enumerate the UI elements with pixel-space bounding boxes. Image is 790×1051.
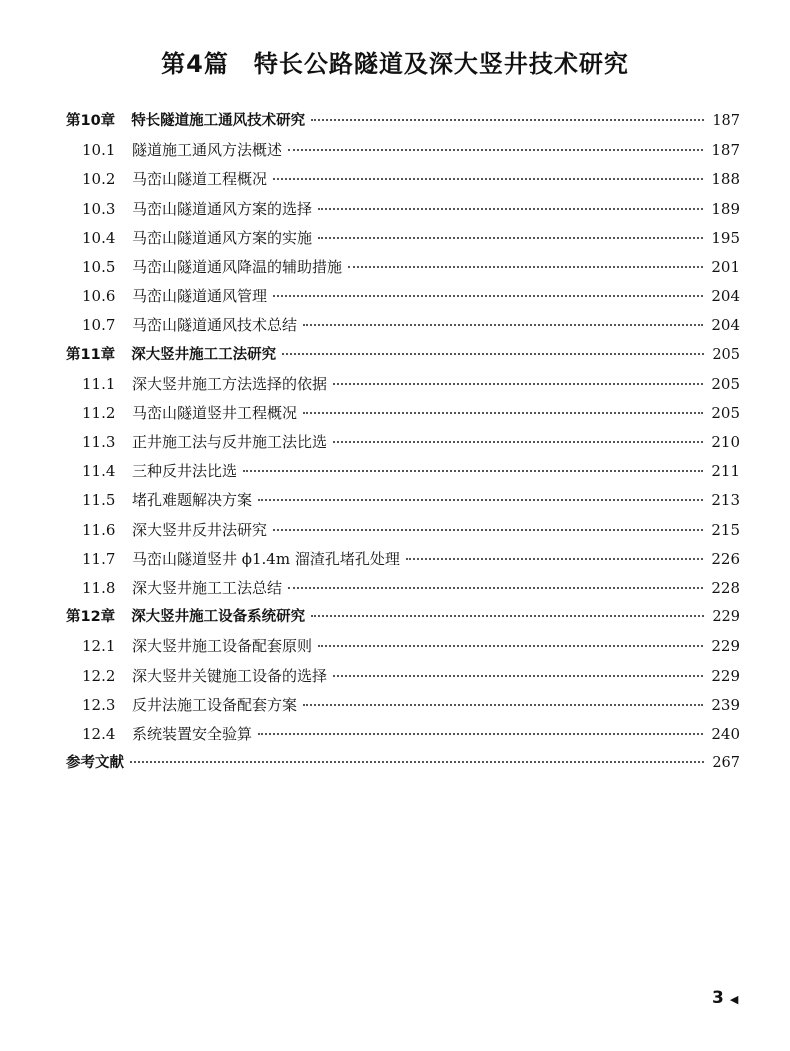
- toc-entry-number: 11.5: [82, 491, 116, 510]
- toc-section-entry[interactable]: [66, 662, 740, 691]
- toc-entry-page: 229: [711, 637, 740, 656]
- toc-entry-page: 240: [711, 724, 740, 743]
- page-number-text: 3: [712, 988, 724, 1008]
- toc-entry-title: 深大竖井施工设备系统研究: [131, 609, 306, 626]
- toc-entry-page: 204: [711, 316, 740, 335]
- toc-section-entry[interactable]: [66, 165, 740, 194]
- toc-entry-title: 马峦山隧道工程概况: [132, 170, 268, 189]
- toc-section-entry[interactable]: [66, 399, 740, 428]
- toc-entry-page: 228: [711, 579, 740, 597]
- toc-entry-page: 211: [711, 462, 740, 481]
- dot-leader: [130, 761, 704, 763]
- dot-leader: [333, 441, 703, 443]
- dot-leader: [303, 704, 703, 706]
- toc-entry-page: 201: [711, 257, 740, 276]
- toc-entry-title: 马峦山隧道竖井工程概况: [132, 403, 298, 422]
- dot-leader: [243, 470, 703, 472]
- toc-entry-title: 系统装置安全验算: [132, 724, 253, 743]
- toc-entry-page: 205: [711, 403, 740, 422]
- toc-entry-number: 11.2: [82, 403, 116, 422]
- toc-entry-title: 深大竖井施工方法选择的依据: [132, 374, 328, 393]
- page-number: [712, 988, 738, 1008]
- dot-leader: [318, 237, 703, 239]
- toc-entry-title: 正井施工法与反井施工法比选: [132, 433, 328, 452]
- toc-entry-number: 11.1: [82, 374, 116, 393]
- toc-entry-number: 第12章: [66, 609, 116, 626]
- toc-entry-number: 11.8: [82, 579, 116, 597]
- toc-section-entry[interactable]: [66, 632, 740, 661]
- toc-section-entry[interactable]: [66, 370, 740, 399]
- toc-section-entry[interactable]: [66, 486, 740, 515]
- toc-entry-page: 239: [711, 695, 740, 714]
- toc-entry-title: 特长隧道施工通风技术研究: [131, 113, 306, 129]
- toc-entry-number: 11.7: [82, 549, 116, 568]
- toc-entry-page: 210: [711, 433, 740, 452]
- toc-entry-number: 10.2: [82, 170, 116, 189]
- dot-leader: [318, 645, 703, 647]
- toc-chapter-entry[interactable]: [66, 749, 740, 778]
- toc-entry-title: 深大竖井施工工法总结: [132, 579, 283, 597]
- dot-leader: [282, 353, 704, 355]
- page-arrow-icon: ◀: [729, 993, 739, 1006]
- toc-section-entry[interactable]: [66, 516, 740, 545]
- table-of-contents: [66, 107, 740, 778]
- dot-leader: [348, 266, 703, 268]
- toc-entry-number: 11.3: [82, 433, 116, 452]
- toc-entry-page: 205: [711, 374, 740, 393]
- toc-entry-number: 第10章: [66, 113, 116, 129]
- toc-section-entry[interactable]: [66, 195, 740, 224]
- toc-section-entry[interactable]: [66, 311, 740, 340]
- toc-section-entry[interactable]: [66, 720, 740, 749]
- toc-entry-number: 12.1: [82, 637, 116, 656]
- dot-leader: [258, 733, 703, 735]
- toc-section-entry[interactable]: [66, 136, 740, 165]
- dot-leader: [258, 499, 703, 501]
- toc-entry-page: 189: [711, 199, 740, 218]
- toc-entry-number: 10.3: [82, 199, 116, 218]
- toc-entry-page: 229: [711, 666, 740, 685]
- dot-leader: [333, 675, 703, 677]
- toc-section-entry[interactable]: [66, 457, 740, 486]
- toc-entry-title: 马峦山隧道通风管理: [132, 287, 268, 306]
- toc-entry-title: 深大竖井关键施工设备的选择: [132, 666, 328, 685]
- toc-entry-page: 213: [711, 491, 740, 510]
- toc-section-entry[interactable]: [66, 282, 740, 311]
- toc-entry-number: 12.3: [82, 695, 116, 714]
- toc-entry-title: 隧道施工通风方法概述: [132, 141, 283, 160]
- dot-leader: [318, 208, 703, 210]
- dot-leader: [311, 615, 704, 617]
- toc-section-entry[interactable]: [66, 428, 740, 457]
- toc-entry-title: 马峦山隧道通风方案的实施: [132, 228, 313, 247]
- toc-entry-page: 226: [711, 549, 740, 568]
- toc-entry-title: 深大竖井施工工法研究: [131, 346, 277, 363]
- toc-entry-title: 参考文献: [66, 755, 124, 772]
- toc-section-entry[interactable]: [66, 224, 740, 253]
- toc-entry-title: 反井法施工设备配套方案: [132, 695, 298, 714]
- toc-entry-page: 204: [711, 287, 740, 306]
- dot-leader: [333, 383, 703, 385]
- toc-entry-title: 马峦山隧道通风降温的辅助措施: [132, 257, 343, 276]
- toc-entry-page: 188: [711, 170, 740, 189]
- toc-entry-title: 深大竖井施工设备配套原则: [132, 637, 313, 656]
- toc-section-entry[interactable]: [66, 691, 740, 720]
- toc-entry-number: 12.4: [82, 724, 116, 743]
- toc-entry-page: 215: [711, 520, 740, 539]
- toc-entry-page: 267: [712, 755, 740, 772]
- dot-leader: [303, 412, 703, 414]
- toc-entry-number: 11.6: [82, 520, 116, 539]
- toc-entry-page: 229: [712, 609, 740, 626]
- toc-entry-page: 187: [711, 141, 740, 160]
- toc-entry-title: 深大竖井反井法研究: [132, 520, 268, 539]
- page-title: 第4篇 特长公路隧道及深大竖井技术研究: [161, 50, 629, 78]
- dot-leader: [303, 324, 703, 326]
- toc-entry-page: 187: [712, 113, 740, 129]
- toc-section-entry[interactable]: [66, 545, 740, 574]
- toc-entry-title: 马峦山隧道通风技术总结: [132, 316, 298, 335]
- toc-entry-number: 第11章: [66, 346, 116, 363]
- toc-entry-number: 11.4: [82, 462, 116, 481]
- toc-entry-number: 10.5: [82, 257, 116, 276]
- toc-section-entry[interactable]: [66, 253, 740, 282]
- toc-entry-number: 10.7: [82, 316, 116, 335]
- toc-entry-page: 205: [712, 346, 740, 363]
- dot-leader: [273, 178, 703, 180]
- toc-entry-number: 10.6: [82, 287, 116, 306]
- toc-chapter-entry[interactable]: [66, 341, 740, 370]
- toc-entry-title: 堵孔难题解决方案: [132, 491, 253, 510]
- toc-chapter-entry[interactable]: [66, 107, 740, 136]
- dot-leader: [311, 119, 704, 121]
- toc-section-entry[interactable]: [66, 574, 740, 603]
- toc-entry-title: 马峦山隧道通风方案的选择: [132, 199, 313, 218]
- toc-entry-title: 马峦山隧道竖井 ϕ1.4m 溜渣孔堵孔处理: [132, 549, 400, 568]
- toc-chapter-entry[interactable]: [66, 603, 740, 632]
- toc-entry-title: 三种反井法比选: [132, 462, 238, 481]
- toc-entry-page: 195: [711, 228, 740, 247]
- toc-entry-number: 10.1: [82, 141, 116, 160]
- dot-leader: [406, 558, 704, 560]
- toc-entry-number: 12.2: [82, 666, 116, 685]
- dot-leader: [273, 295, 703, 297]
- toc-entry-number: 10.4: [82, 228, 116, 247]
- dot-leader: [273, 529, 703, 531]
- dot-leader: [288, 587, 703, 589]
- dot-leader: [288, 149, 703, 151]
